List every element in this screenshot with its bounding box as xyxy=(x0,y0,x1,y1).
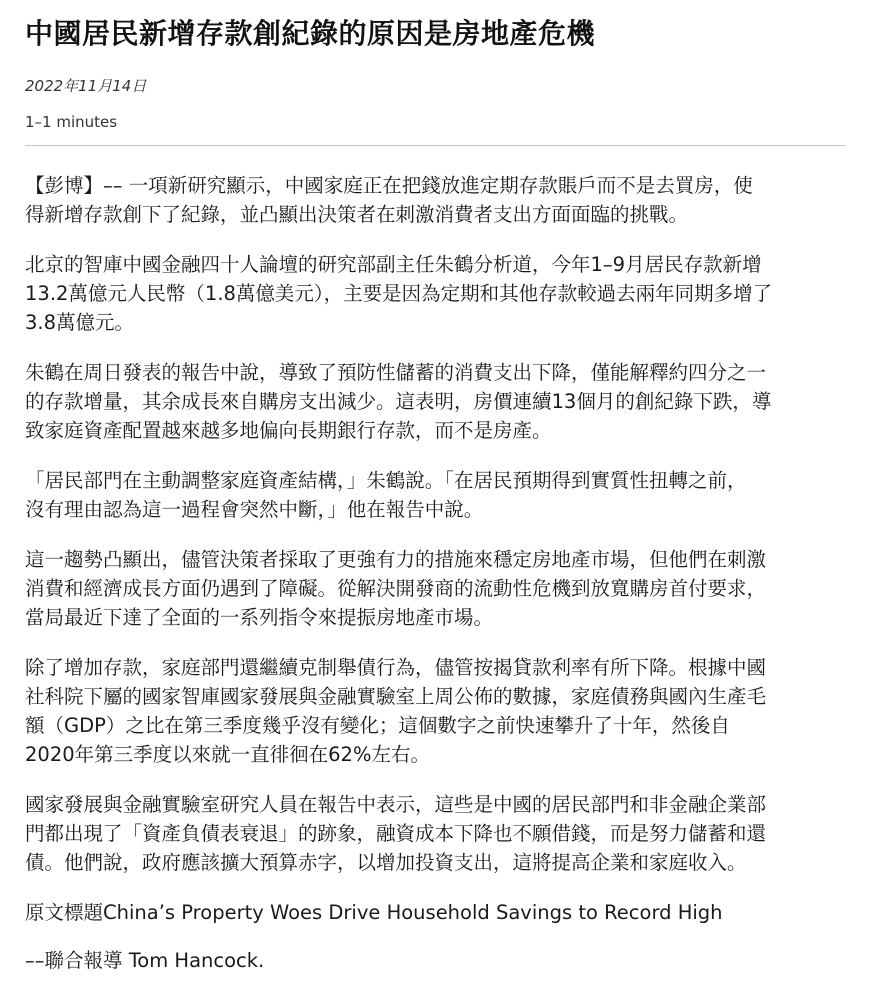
paragraph-7: 國家發展與金融實驗室研究人員在報告中表示，這些是中國的居民部門和非金融企業部 門都出現了「資產負債表衰退」的跡象，融資成本下降也不願借錢，而是努力儲蓄和還 債。他們說，政府應該擴大預算赤字，以增加投資支出，這將提高企業和家庭收入。 xyxy=(25,793,767,874)
paragraph-6: 除了增加存款，家庭部門還繼續克制舉債行為，儘管按揭貸款利率有所下降。根據中國 社科院下屬的國家智庫國家發展與金融實驗室上周公佈的數據，家庭債務與國內生產毛 額（GDP）之比在第三季度幾乎沒有變化；這個數字之前快速攀升了十年，然後自 2020年第三季度以來就一直徘徊在62%左右。 xyxy=(25,656,767,766)
read-time: 1–1 minutes xyxy=(25,113,118,131)
paragraph-3: 朱鶴在周日發表的報告中說，導致了預防性儲蓄的消費支出下降，僅能解釋約四分之一 的存款增量，其余成長來自購房支出減少。這表明，房價連續13個月的創紀錄下跌，導 致家庭資產配置越來越多地偏向長期銀行存款，而不是房產。 xyxy=(25,361,772,442)
header-divider xyxy=(25,145,846,146)
paragraph-2: 北京的智庫中國金融四十人論壇的研究部副主任朱鶴分析道，今年1–9月居民存款新增 13.2萬億元人民幣（1.8萬億美元），主要是因為定期和其他存款較過去兩年同期多增了 3.8萬億元。 xyxy=(25,253,773,334)
article-body xyxy=(25,171,848,975)
paragraph-5: 這一趨勢凸顯出，儘管決策者採取了更強有力的措施來穩定房地產市場，但他們在刺激 消費和經濟成長方面仍遇到了障礙。從解決開發商的流動性危機到放寬購房首付要求， 當局最近下達了全面的一系列指令來提振房地產市場。 xyxy=(25,548,767,629)
article-date: 2022年11月14日 xyxy=(25,77,147,95)
article-title: 中國居民新增存款創紀錄的原因是房地產危機 xyxy=(25,17,596,50)
paragraph-1: 【彭博】–– 一項新研究顯示，中國家庭正在把錢放進定期存款賬戶而不是去買房，使 得新增存款創下了紀錄，並凸顯出決策者在刺激消費者支出方面面臨的挑戰。 xyxy=(25,174,753,226)
byline: ––聯合報導 Tom Hancock. xyxy=(25,949,265,972)
source-title: 原文標題China’s Property Woes Drive Household Savings to Record High xyxy=(25,901,723,924)
paragraph-4: 「居民部門在主動調整家庭資產結構，」朱鶴說。「在居民預期得到實質性扭轉之前， 沒有理由認為這一過程會突然中斷，」他在報告中說。 xyxy=(25,469,747,521)
